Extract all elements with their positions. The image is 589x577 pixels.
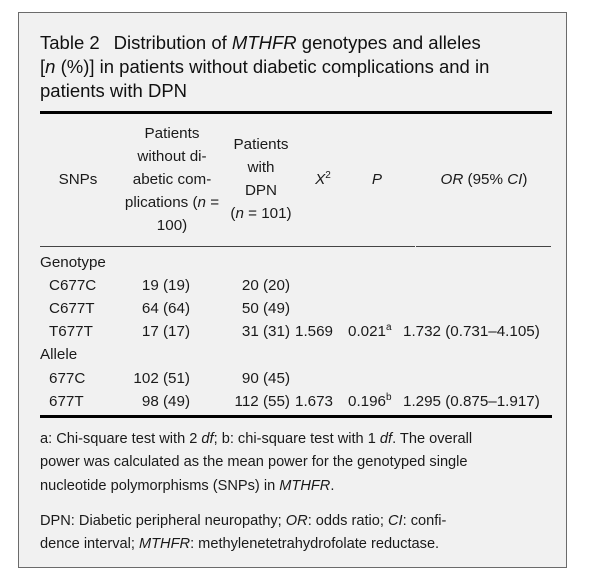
row-p-value: 0.021 [348, 323, 387, 340]
footnote-italic: df [379, 431, 393, 447]
title-line-2 [40, 55, 550, 79]
footnote-text: DPN: Diabetic peripheral neuropathy; [40, 513, 286, 529]
footnote-text: nucleotide polymorphisms (SNPs) in [40, 477, 280, 494]
header-rule-left [40, 246, 415, 247]
title-gene: MTHFR [231, 32, 297, 53]
row-dpn: 20 (20) [241, 277, 290, 294]
footnote-italic: df [201, 431, 214, 447]
header-line: Patients [144, 125, 200, 142]
row-chi-square: 1.569 [295, 323, 334, 340]
header-line: DPN [244, 182, 278, 199]
title-text: genotypes and alleles [296, 32, 481, 53]
row-p-value: 0.196 [348, 393, 387, 410]
header-line: abetic com- [132, 171, 212, 188]
header-ci-text: CI [507, 171, 523, 188]
row-p [348, 392, 392, 411]
title-line-1 [40, 31, 550, 55]
header-snps: SNPs [58, 171, 98, 188]
header-or-text: ) [522, 171, 528, 188]
header-or [415, 168, 553, 191]
bottom-rule [40, 415, 552, 418]
header-p [357, 168, 397, 191]
footnote-italic: OR [285, 513, 308, 529]
header-p-text: P [371, 171, 383, 188]
header-or-text: OR [440, 171, 464, 188]
footnote-italic: MTHFR [279, 477, 331, 494]
header-chi-square [305, 168, 341, 191]
header-chi-sup: 2 [325, 170, 331, 181]
footnote-text: a: Chi-square test with 2 [40, 431, 202, 447]
header-chi-x: X [315, 171, 326, 188]
row-dpn: 50 (49) [241, 300, 290, 317]
footnote-italic: MTHFR [138, 536, 191, 553]
row-snp: 677C [49, 370, 86, 387]
row-dpn: 90 (45) [241, 370, 290, 387]
table-frame [18, 12, 567, 568]
title-line-3: patients with DPN [40, 80, 188, 101]
header-line: 100) [156, 217, 188, 234]
footnote-statistics [40, 428, 552, 498]
header-line: plications (n = [124, 194, 220, 211]
header-line [219, 202, 303, 225]
header-text: = 101) [243, 205, 292, 222]
footnote-line [40, 428, 552, 451]
footnote-text: dence interval; [40, 536, 139, 553]
header-n: n [235, 205, 244, 222]
footnote-text: : methylenetetrahydrofolate reductase. [190, 536, 440, 553]
row-or: 1.295 (0.875–1.917) [403, 393, 540, 410]
row-dpn: 112 (55) [234, 393, 290, 410]
row-without: 19 (19) [141, 277, 190, 294]
row-p [348, 322, 392, 341]
row-snp: C677T [49, 300, 95, 317]
row-dpn: 31 (31) [241, 323, 290, 340]
row-without: 64 (64) [141, 300, 190, 317]
top-rule [40, 111, 552, 114]
row-snp: T677T [49, 323, 93, 340]
footnote-italic: CI [388, 513, 403, 529]
footnote-text: . The overall [392, 431, 473, 447]
table-title [40, 31, 550, 103]
row-p-footnote-mark: a [386, 322, 392, 333]
row-p-footnote-mark: b [386, 392, 392, 403]
footnote-abbreviations [40, 510, 552, 557]
header-dpn [219, 133, 303, 225]
table-label: Table 2 [40, 32, 100, 53]
footnote-line [40, 533, 552, 556]
row-snp: C677C [49, 277, 97, 294]
header-line: with [247, 159, 275, 176]
section-allele: Allele [40, 346, 78, 363]
header-line: without di- [137, 148, 207, 165]
footnote-line: power was calculated as the mean power for the genotyped single [40, 454, 468, 471]
title-n: n [45, 56, 56, 77]
row-snp: 677T [49, 393, 84, 410]
row-without: 98 (49) [141, 393, 190, 410]
header-or-text: (95% [463, 171, 508, 188]
header-without [123, 122, 221, 237]
title-text: (%)] in patients without diabetic complications and in [55, 56, 490, 77]
footnote-text: : odds ratio; [307, 513, 388, 529]
row-without: 17 (17) [141, 323, 190, 340]
footnote-text: : confi- [402, 513, 447, 529]
footnote-line [40, 510, 552, 533]
footnote-text: . [330, 477, 335, 494]
row-chi-square: 1.673 [295, 393, 334, 410]
title-text: Distribution of [113, 32, 232, 53]
row-without: 102 (51) [133, 370, 190, 387]
section-genotype: Genotype [40, 254, 106, 271]
footnote-text: ; b: chi-square test with 1 [213, 431, 380, 447]
header-rule-right [416, 246, 551, 247]
footnote-line [40, 475, 552, 498]
header-line: Patients [233, 136, 289, 153]
title-text: [ [40, 56, 46, 77]
row-or: 1.732 (0.731–4.105) [403, 323, 540, 340]
header-text: ( [230, 205, 236, 222]
header-n: n [197, 194, 206, 211]
